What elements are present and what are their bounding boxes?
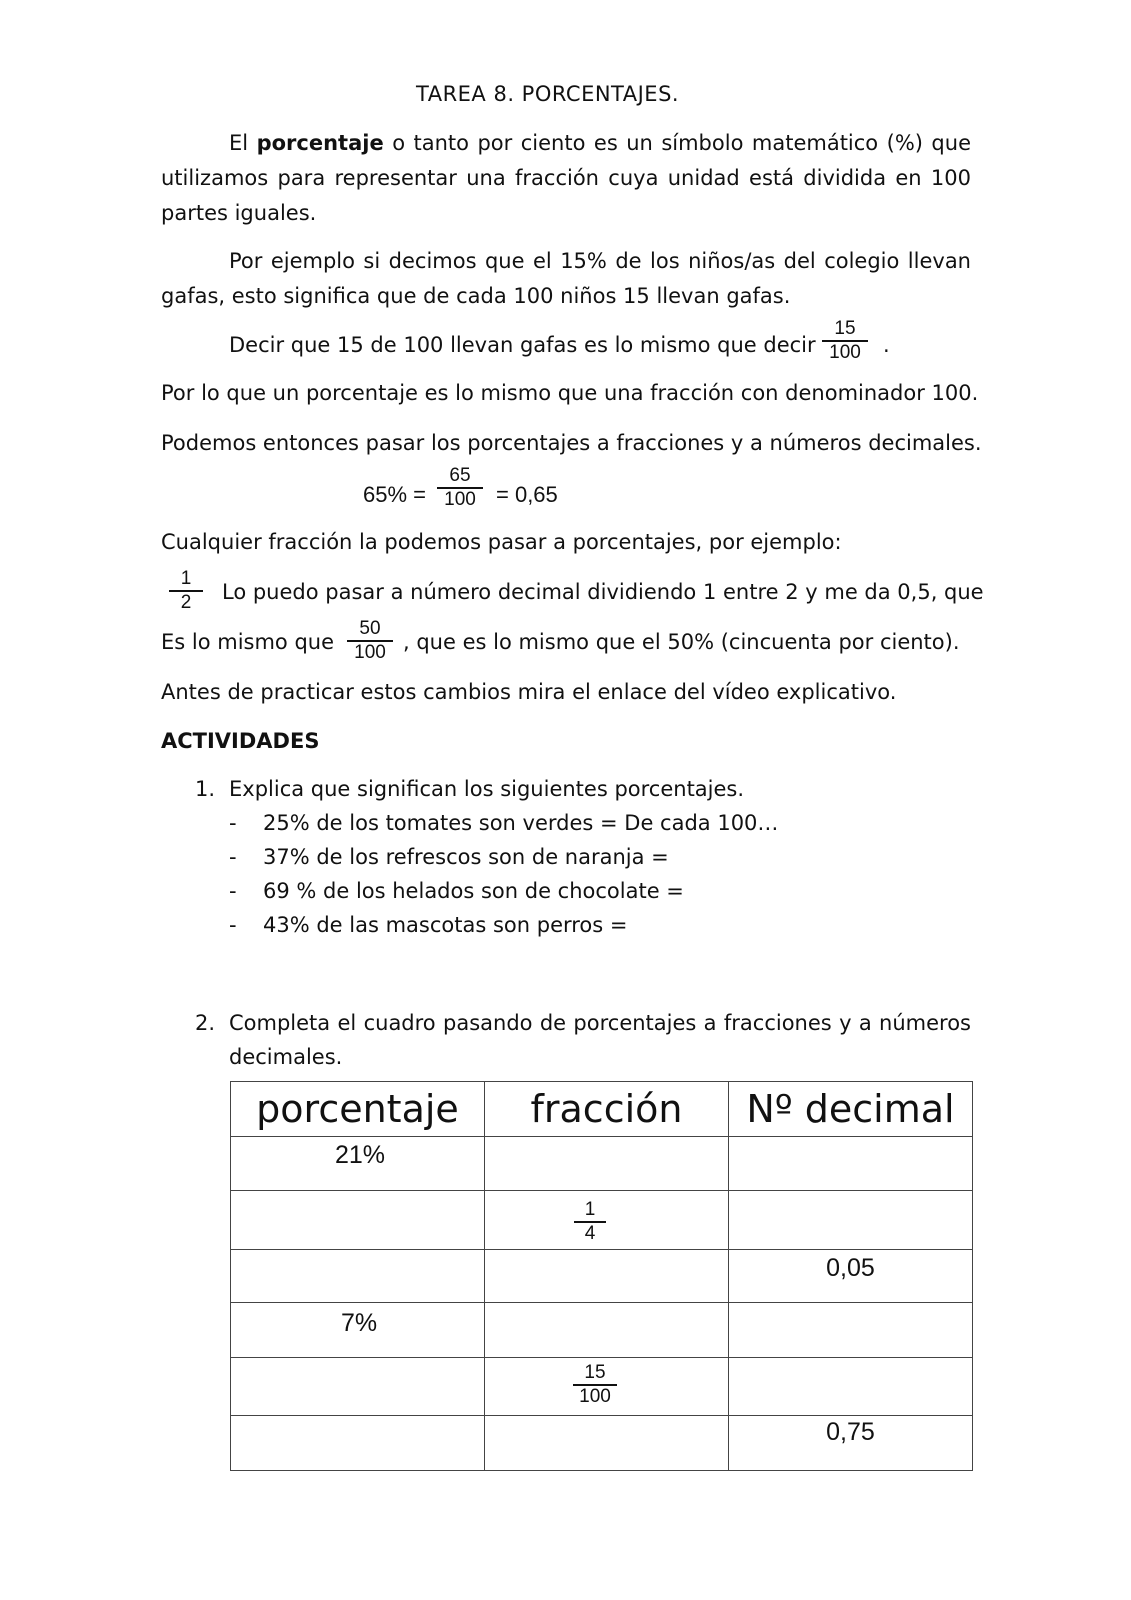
fraction-1-2	[169, 568, 203, 614]
conversion-table	[230, 1081, 973, 1471]
decir-text: Decir que 15 de 100 llevan gafas es lo mismo que decir	[229, 333, 816, 357]
q1-text: Explica que significan los siguientes porcentajes.	[229, 777, 745, 801]
cell-value: 0,05	[826, 1254, 875, 1282]
q2-number: 2.	[195, 1011, 216, 1035]
cell-fraccion[interactable]	[485, 1191, 729, 1250]
keyword-porcentaje: porcentaje	[256, 131, 384, 155]
cell-porcentaje[interactable]	[231, 1191, 485, 1250]
half-text: Lo puedo pasar a número decimal dividiendo 1 entre 2 y me da 0,5, que	[222, 580, 984, 604]
fraction-numerator: 50	[359, 618, 381, 639]
page-title: TAREA 8. PORCENTAJES.	[416, 82, 680, 106]
cell-decimal[interactable]	[729, 1358, 973, 1416]
example-line-2: gafas, esto significa que de cada 100 niños 15 llevan gafas.	[161, 284, 791, 308]
cell-fraccion[interactable]	[485, 1358, 729, 1416]
fraction-denominator: 100	[579, 1386, 611, 1407]
fraction-numerator: 1	[584, 1199, 596, 1220]
equation-left: 65% =	[363, 482, 426, 507]
list-item-dash: -	[229, 879, 237, 903]
cell-fraccion[interactable]	[485, 1303, 729, 1358]
fraction-15-100-table	[573, 1362, 617, 1408]
equation-right: = 0,65	[496, 482, 558, 507]
fraction-denominator: 100	[829, 342, 861, 363]
cell-porcentaje[interactable]	[231, 1416, 485, 1471]
fraction-15-100	[822, 318, 868, 364]
activities-heading: ACTIVIDADES	[161, 729, 320, 753]
list-item: 69 % de los helados son de chocolate =	[263, 879, 684, 903]
list-item-dash: -	[229, 845, 237, 869]
table-row	[231, 1303, 973, 1358]
example-line-1: Por ejemplo si decimos que el 15% de los niños/as del colegio llevan	[229, 249, 971, 273]
cell-porcentaje[interactable]	[231, 1303, 485, 1358]
list-item-dash: -	[229, 913, 237, 937]
table-row	[231, 1358, 973, 1416]
intro-line-1-pre: El	[229, 131, 249, 155]
intro-line-2: utilizamos para representar una fracción cuya unidad está dividida en 100	[161, 166, 971, 190]
conversion-intro: Podemos entonces pasar los porcentajes a fracciones y a números decimales.	[161, 431, 982, 455]
cell-decimal[interactable]	[729, 1416, 973, 1471]
fraction-numerator: 15	[584, 1362, 606, 1383]
fraction-65-100	[437, 465, 483, 511]
column-header-porcentaje: porcentaje	[231, 1082, 485, 1137]
list-item: 37% de los refrescos son de naranja =	[263, 845, 669, 869]
cell-value: 7%	[341, 1309, 378, 1337]
same-pre: Es lo mismo que	[161, 630, 335, 654]
fraction-denominator: 4	[584, 1223, 596, 1244]
table-row	[231, 1137, 973, 1191]
cell-porcentaje[interactable]	[231, 1250, 485, 1303]
q2-line-1: Completa el cuadro pasando de porcentajes a fracciones y a números	[229, 1011, 971, 1035]
cell-decimal[interactable]	[729, 1191, 973, 1250]
intro-line-1-post: o tanto por ciento es un símbolo matemático (%) que	[392, 131, 971, 155]
fraction-1-4	[574, 1199, 606, 1245]
cell-decimal[interactable]	[729, 1137, 973, 1191]
cell-porcentaje[interactable]	[231, 1358, 485, 1416]
q2-line-2: decimales.	[229, 1045, 343, 1069]
list-item: 43% de las mascotas son perros =	[263, 913, 628, 937]
table-row	[231, 1416, 973, 1471]
cell-fraccion[interactable]	[485, 1416, 729, 1471]
fraction-denominator: 100	[444, 489, 476, 510]
fraction-numerator: 15	[834, 318, 856, 339]
cell-decimal[interactable]	[729, 1250, 973, 1303]
fraction-denominator: 2	[180, 592, 192, 613]
cell-porcentaje[interactable]	[231, 1137, 485, 1191]
column-header-decimal: Nº decimal	[729, 1082, 973, 1137]
cell-fraccion[interactable]	[485, 1250, 729, 1303]
list-item: 25% de los tomates son verdes = De cada 100…	[263, 811, 779, 835]
q1-number: 1.	[195, 777, 216, 801]
list-item-dash: -	[229, 811, 237, 835]
intro-line-1	[229, 131, 971, 155]
same-post: , que es lo mismo que el 50% (cincuenta por ciento).	[403, 630, 960, 654]
column-header-fraccion: fracción	[485, 1082, 729, 1137]
cell-fraccion[interactable]	[485, 1137, 729, 1191]
cell-value: 21%	[335, 1141, 386, 1169]
table-row	[231, 1191, 973, 1250]
table-header-row	[231, 1082, 973, 1137]
conclusion-text: Por lo que un porcentaje es lo mismo que una fracción con denominador 100.	[161, 381, 979, 405]
fraction-numerator: 1	[180, 568, 192, 589]
video-text: Antes de practicar estos cambios mira el enlace del vídeo explicativo.	[161, 680, 897, 704]
any-fraction-text: Cualquier fracción la podemos pasar a porcentajes, por ejemplo:	[161, 530, 842, 554]
decir-period: .	[883, 333, 890, 357]
intro-line-3: partes iguales.	[161, 201, 317, 225]
fraction-50-100	[347, 618, 393, 664]
fraction-numerator: 65	[449, 465, 471, 486]
fraction-denominator: 100	[354, 642, 386, 663]
table-row	[231, 1250, 973, 1303]
cell-decimal[interactable]	[729, 1303, 973, 1358]
cell-value: 0,75	[826, 1418, 875, 1446]
